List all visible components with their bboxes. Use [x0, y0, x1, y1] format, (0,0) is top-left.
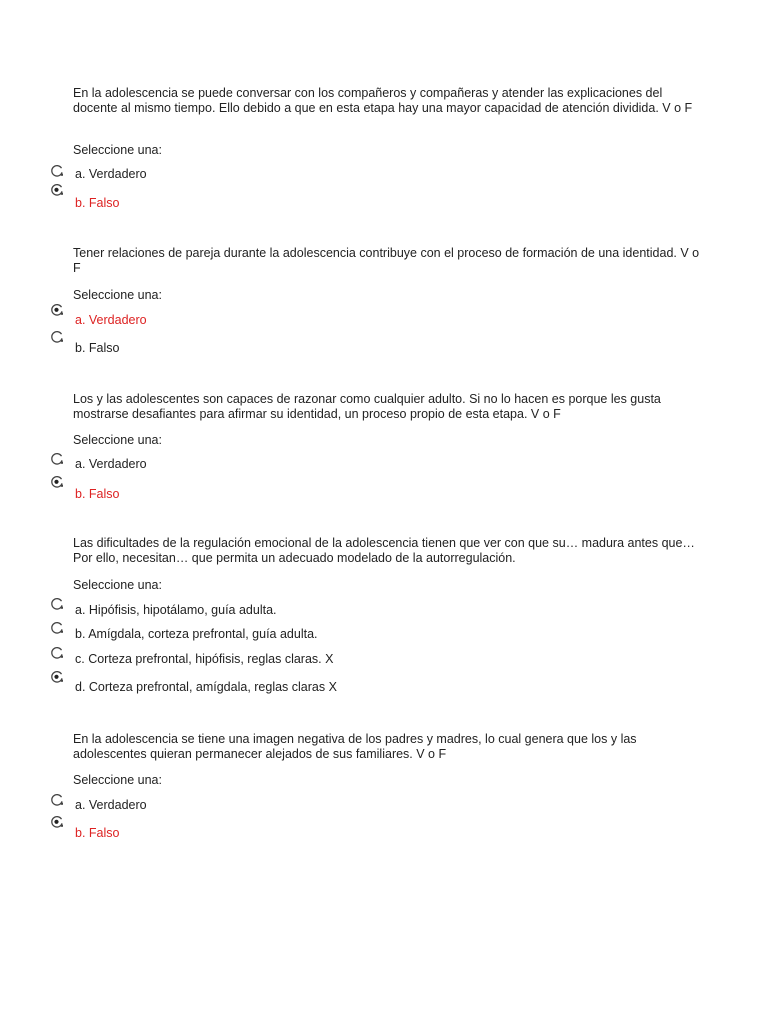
- radio-selected-icon[interactable]: [50, 475, 64, 489]
- select-one-prompt: Seleccione una:: [73, 578, 162, 592]
- radio-unselected-icon[interactable]: [50, 452, 64, 466]
- option-label: b. Amígdala, corteza prefrontal, guía adulta.: [75, 627, 318, 641]
- option-b[interactable]: [0, 621, 400, 643]
- option-b[interactable]: [0, 815, 400, 840]
- radio-unselected-icon[interactable]: [50, 597, 64, 611]
- radio-unselected-icon[interactable]: [50, 164, 64, 178]
- option-a[interactable]: [0, 793, 400, 815]
- radio-selected-icon[interactable]: [50, 670, 64, 684]
- question-text: En la adolescencia se puede conversar con los compañeros y compañeras y atender las explicaciones del docente al mismo tiempo. Ello debido a que en esta etapa hay una mayor capacidad de atención dividida. V o F: [73, 86, 693, 115]
- question-text: Tener relaciones de pareja durante la adolescencia contribuye con el proceso de formación de una identidad. V o F: [73, 246, 700, 275]
- radio-selected-icon[interactable]: [50, 303, 64, 317]
- option-label: b. Falso: [75, 487, 120, 501]
- option-a[interactable]: [0, 452, 400, 474]
- radio-selected-icon[interactable]: [50, 183, 64, 197]
- question-text: Las dificultades de la regulación emocional de la adolescencia tienen que ver con que su… madura antes que… Por ello, necesitan… que permita un adecuado modelado de la autorregulación.: [73, 536, 695, 565]
- option-label: b. Falso: [75, 826, 120, 840]
- option-b[interactable]: [0, 183, 400, 210]
- question-text: Los y las adolescentes son capaces de razonar como cualquier adulto. Si no lo hacen es porque les gusta mostrarse desafiantes para afirmar su identidad, un proceso propio de esta etapa. V o F: [73, 392, 661, 421]
- radio-unselected-icon[interactable]: [50, 621, 64, 635]
- option-a[interactable]: [0, 597, 400, 619]
- option-label: c. Corteza prefrontal, hipófisis, reglas claras. X: [75, 652, 334, 666]
- radio-selected-icon[interactable]: [50, 815, 64, 829]
- option-c[interactable]: [0, 646, 400, 668]
- option-label: a. Verdadero: [75, 798, 147, 812]
- radio-unselected-icon[interactable]: [50, 793, 64, 807]
- radio-unselected-icon[interactable]: [50, 646, 64, 660]
- select-one-prompt: Seleccione una:: [73, 773, 162, 787]
- option-label: a. Hipófisis, hipotálamo, guía adulta.: [75, 603, 277, 617]
- option-label: a. Verdadero: [75, 457, 147, 471]
- radio-unselected-icon[interactable]: [50, 330, 64, 344]
- option-b[interactable]: [0, 330, 400, 355]
- option-label: d. Corteza prefrontal, amígdala, reglas claras X: [75, 680, 337, 694]
- option-label: a. Verdadero: [75, 313, 147, 327]
- option-a[interactable]: [0, 303, 400, 325]
- option-b[interactable]: [0, 475, 400, 501]
- option-d[interactable]: [0, 670, 400, 692]
- select-one-prompt: Seleccione una:: [73, 433, 162, 447]
- option-label: b. Falso: [75, 341, 120, 355]
- option-label: a. Verdadero: [75, 167, 147, 181]
- select-one-prompt: Seleccione una:: [73, 288, 162, 302]
- question-text: En la adolescencia se tiene una imagen negativa de los padres y madres, lo cual genera que los y las adolescentes quieran permanecer alejados de sus familiares. V o F: [73, 732, 637, 761]
- select-one-prompt: Seleccione una:: [73, 143, 162, 157]
- option-label: b. Falso: [75, 196, 120, 210]
